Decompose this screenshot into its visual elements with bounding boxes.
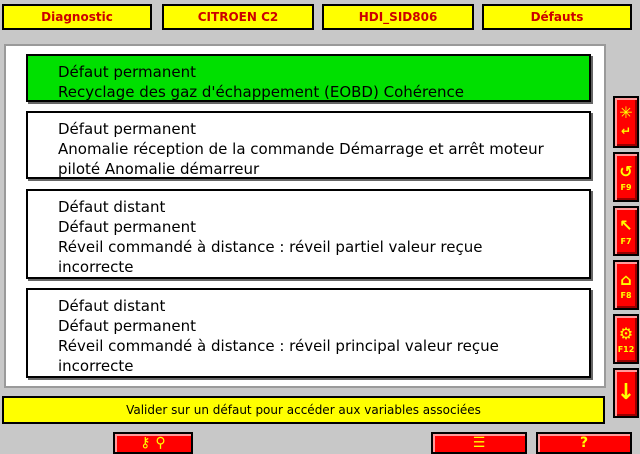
help-button[interactable] bbox=[536, 432, 632, 454]
tools-icon: ⚙ bbox=[618, 323, 634, 343]
scroll-down-icon: ↓ bbox=[616, 380, 636, 405]
clear-faults-icon: ✳ bbox=[619, 103, 633, 122]
key-label-f8: F8 bbox=[620, 290, 632, 300]
fault-line: incorrecte bbox=[58, 357, 134, 375]
fault-line: incorrecte bbox=[58, 258, 134, 276]
vehicle-button[interactable] bbox=[613, 260, 639, 310]
fault-line: Anomalie réception de la commande Démarrage et arrêt moteur bbox=[58, 140, 544, 158]
arrow-icon: ↖ bbox=[619, 215, 633, 235]
fault-line: piloté Anomalie démarreur bbox=[58, 160, 260, 178]
refresh-icon: ↺ bbox=[619, 161, 633, 181]
key-label-f9: F9 bbox=[620, 182, 632, 192]
vehicle-icon: ⌂ bbox=[620, 269, 632, 289]
tools-button[interactable] bbox=[613, 314, 639, 364]
fault-line: Défaut permanent bbox=[58, 218, 196, 236]
key-label-f12: F12 bbox=[617, 344, 635, 354]
fault-line: Réveil commandé à distance : réveil principal valeur reçue bbox=[58, 337, 499, 355]
arrow-button[interactable] bbox=[613, 206, 639, 256]
fault-line: Défaut permanent bbox=[58, 317, 196, 335]
fault-item[interactable] bbox=[26, 54, 591, 102]
print-icon: ☰ bbox=[472, 435, 486, 451]
fault-line: Défaut distant bbox=[58, 297, 166, 315]
fault-line: Défaut distant bbox=[58, 198, 166, 216]
fault-line: Réveil commandé à distance : réveil partiel valeur reçue bbox=[58, 238, 483, 256]
refresh-button[interactable] bbox=[613, 152, 639, 202]
return-arrow-icon: ↵ bbox=[620, 124, 632, 138]
clear-faults-button[interactable] bbox=[613, 96, 639, 148]
tab-ecu[interactable]: HDI_SID806 bbox=[322, 4, 474, 30]
status-message: Valider sur un défaut pour accéder aux variables associées bbox=[2, 396, 605, 424]
tab-vehicle[interactable]: CITROEN C2 bbox=[162, 4, 314, 30]
fault-line: Recyclage des gaz d'échappement (EOBD) Cohérence bbox=[58, 83, 465, 101]
key-label-f7: F7 bbox=[620, 236, 632, 246]
scroll-down-button[interactable] bbox=[613, 368, 639, 418]
fault-item[interactable] bbox=[26, 288, 591, 378]
key-icon: ⚷ ⚲ bbox=[140, 435, 166, 451]
print-button[interactable] bbox=[431, 432, 527, 454]
tab-diagnostic[interactable]: Diagnostic bbox=[2, 4, 152, 30]
fault-item[interactable] bbox=[26, 189, 591, 279]
fault-line: Défaut permanent bbox=[58, 120, 196, 138]
key-button[interactable] bbox=[113, 432, 193, 454]
tab-faults[interactable]: Défauts bbox=[482, 4, 632, 30]
fault-item[interactable] bbox=[26, 111, 591, 179]
fault-list-panel bbox=[4, 44, 606, 388]
help-icon: ? bbox=[579, 435, 589, 451]
fault-line: Défaut permanent bbox=[58, 63, 196, 81]
